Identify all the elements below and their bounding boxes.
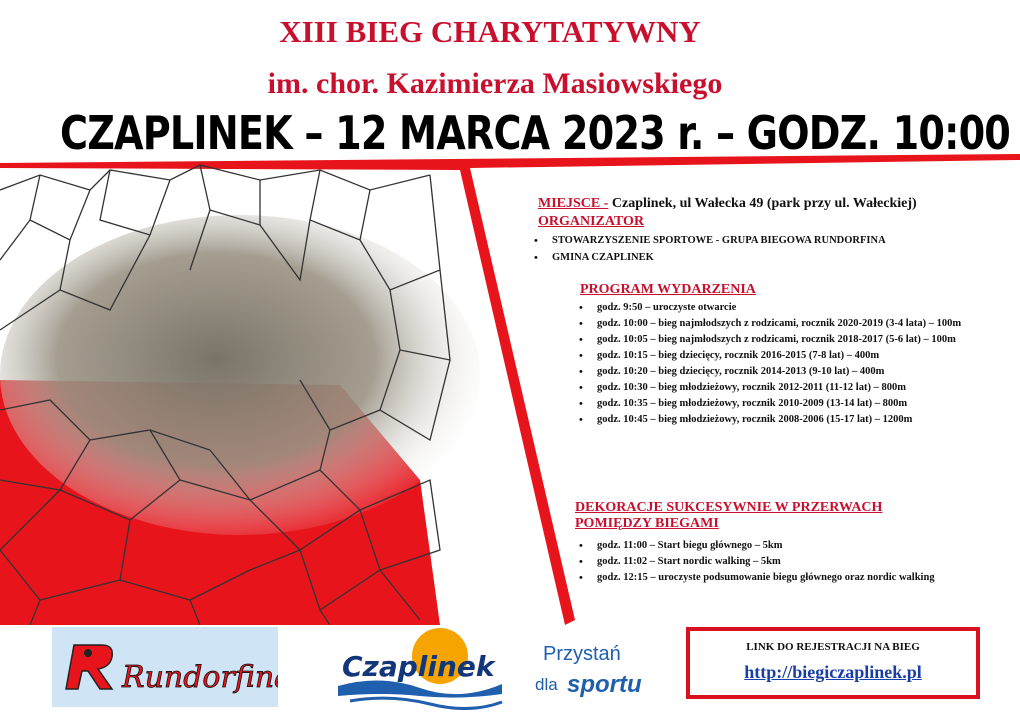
waves-icon (338, 680, 502, 697)
rundorfina-logo (52, 627, 278, 707)
runner-icon (84, 649, 92, 657)
list-item: • godz. 10:20 – bieg dziecięcy, rocznik 2014-2013 (9-10 lat) – 400m (575, 365, 973, 379)
event-date-time: CZAPLINEK – 12 MARCA 2023 r. – GODZ. 10:00 (60, 106, 1011, 160)
przystan-dla-sportu-logo (533, 634, 643, 708)
awards-heading (575, 500, 955, 532)
dla-text: dla (535, 675, 558, 694)
registration-label: LINK DO REJESTRACJI NA BIEG (746, 641, 920, 653)
main-run-list (575, 539, 973, 587)
list-item: • godz. 10:00 – bieg najmłodszych z rodzicami, rocznik 2020-2019 (3-4 lata) – 100m (575, 317, 973, 331)
location-line (538, 196, 917, 212)
list-item: • godz. 10:45 – bieg młodzieżowy, rocznik 2008-2006 (15-17 lat) – 1200m (575, 413, 973, 427)
czaplinek-logo (330, 626, 510, 710)
awards-heading-line1: DEKORACJE SUKCESYWNIE W PRZERWACH (575, 500, 883, 515)
list-item: • godz. 10:30 – bieg młodzieżowy, rocznik 2012-2011 (11-12 lat) – 800m (575, 381, 973, 395)
event-subtitle: im. chor. Kazimierza Masiowskiego (267, 67, 723, 100)
czaplinek-wordmark: Czaplinek (342, 650, 495, 683)
organizer-list (530, 234, 1000, 268)
organizer-heading: ORGANIZATOR (538, 214, 645, 229)
list-item: • godz. 9:50 – uroczyste otwarcie (575, 301, 973, 315)
registration-link[interactable]: http://biegiczaplinek.pl (744, 662, 922, 682)
list-item: • STOWARZYSZENIE SPORTOWE - GRUPA BIEGOWA RUNDORFINA (530, 234, 1000, 248)
list-item: • godz. 11:02 – Start nordic walking – 5km (575, 555, 973, 569)
sportu-text: sportu (567, 671, 642, 698)
rundorfina-wordmark: Rundorfina (122, 660, 278, 695)
awards-heading-line2: POMIĘDZY BIEGAMI (575, 516, 719, 531)
program-heading: PROGRAM WYDARZENIA (580, 282, 756, 297)
list-item: • godz. 10:15 – bieg dziecięcy, rocznik 2016-2015 (7-8 lat) – 400m (575, 349, 973, 363)
list-item: • godz. 11:00 – Start biegu głównego – 5km (575, 539, 973, 553)
program-list (575, 301, 973, 429)
list-item: • godz. 10:05 – bieg najmłodszych z rodzicami, rocznik 2018-2017 (5-6 lat) – 100m (575, 333, 973, 347)
list-item: • godz. 12:15 – uroczyste podsumowanie biegu głównego oraz nordic walking (575, 571, 973, 585)
list-item: • GMINA CZAPLINEK (530, 251, 1000, 265)
location-value: Czaplinek, ul Wałecka 49 (park przy ul. Wałeckiej) (608, 196, 917, 211)
event-title: XIII BIEG CHARYTATYWNY (279, 14, 701, 49)
location-label: MIEJSCE - (538, 196, 609, 211)
registration-box (686, 627, 980, 699)
przystan-text: Przystań (543, 643, 621, 665)
list-item: • godz. 10:35 – bieg młodzieżowy, rocznik 2010-2009 (13-14 lat) – 800m (575, 397, 973, 411)
